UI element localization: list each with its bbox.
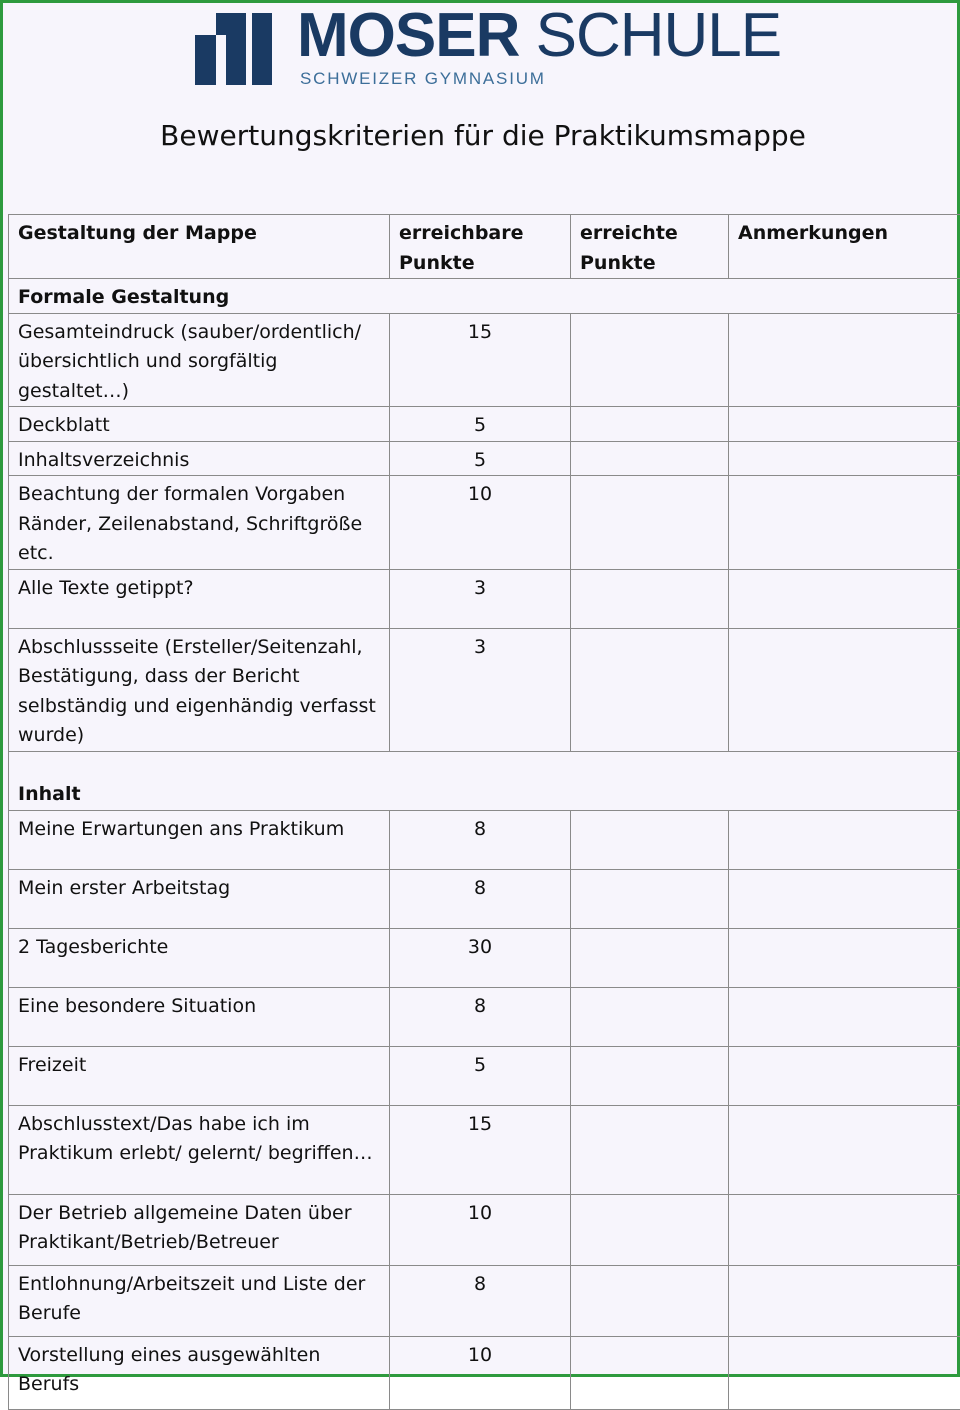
achieved-points-cell[interactable] [571,407,729,442]
max-points-cell: 10 [390,1336,571,1409]
max-points-cell: 15 [390,1105,571,1194]
criterion-cell: 2 Tagesberichte [9,928,390,987]
remarks-cell[interactable] [729,569,960,628]
logo-wordmark: MOSER SCHULE [297,1,781,71]
table-row [9,1336,960,1409]
remarks-cell[interactable] [729,1336,960,1409]
criterion-cell: Freizeit [9,1046,390,1105]
criterion-cell: Meine Erwartungen ans Praktikum [9,810,390,869]
section-title: Formale Gestaltung [9,279,960,314]
header-criterion: Gestaltung der Mappe [9,215,390,279]
max-points-cell: 15 [390,313,571,407]
criterion-cell: Eine besondere Situation [9,987,390,1046]
criteria-table [8,214,960,1410]
achieved-points-cell[interactable] [571,628,729,751]
section-title: Inhalt [9,751,960,810]
criterion-cell: Abschlusstext/Das habe ich im Praktikum erlebt/ gelernt/ begriffen… [9,1105,390,1194]
achieved-points-cell[interactable] [571,441,729,476]
achieved-points-cell[interactable] [571,810,729,869]
table-row [9,987,960,1046]
remarks-cell[interactable] [729,476,960,570]
achieved-points-cell[interactable] [571,476,729,570]
remarks-cell[interactable] [729,441,960,476]
criterion-cell: Alle Texte getippt? [9,569,390,628]
section-row [9,751,960,810]
table-row [9,569,960,628]
criterion-cell: Der Betrieb allgemeine Daten über Praktikant/Betrieb/Betreuer [9,1194,390,1265]
table-row [9,407,960,442]
max-points-cell: 10 [390,1194,571,1265]
table-row [9,869,960,928]
remarks-cell[interactable] [729,1265,960,1336]
criterion-cell: Deckblatt [9,407,390,442]
criterion-cell: Abschlussseite (Ersteller/Seitenzahl, Bestätigung, dass der Bericht selbständig und eigenhändig verfasst wurde) [9,628,390,751]
max-points-cell: 8 [390,810,571,869]
max-points-cell: 30 [390,928,571,987]
table-row [9,1105,960,1194]
table-row [9,1046,960,1105]
max-points-cell: 10 [390,476,571,570]
table-row [9,1265,960,1336]
logo-mark-icon [195,7,275,87]
max-points-cell: 8 [390,1265,571,1336]
page-title: Bewertungskriterien für die Praktikumsmappe [3,119,960,152]
criterion-cell: Inhaltsverzeichnis [9,441,390,476]
section-row [9,279,960,314]
remarks-cell[interactable] [729,928,960,987]
achieved-points-cell[interactable] [571,313,729,407]
remarks-cell[interactable] [729,1194,960,1265]
max-points-cell: 3 [390,569,571,628]
max-points-cell: 5 [390,441,571,476]
max-points-cell: 8 [390,869,571,928]
school-logo [195,7,795,91]
achieved-points-cell[interactable] [571,1046,729,1105]
remarks-cell[interactable] [729,1105,960,1194]
criterion-cell: Gesamteindruck (sauber/ordentlich/übersichtlich und sorgfältig gestaltet…) [9,313,390,407]
criterion-cell: Entlohnung/Arbeitszeit und Liste der Berufe [9,1265,390,1336]
achieved-points-cell[interactable] [571,987,729,1046]
table-row [9,810,960,869]
remarks-cell[interactable] [729,1046,960,1105]
header-max-points: erreichbare Punkte [390,215,571,279]
remarks-cell[interactable] [729,869,960,928]
table-header-row [9,215,960,279]
achieved-points-cell[interactable] [571,1336,729,1409]
header-achieved-points: erreichte Punkte [571,215,729,279]
table-row [9,476,960,570]
table-row [9,928,960,987]
table-row [9,1194,960,1265]
table-row [9,628,960,751]
achieved-points-cell[interactable] [571,869,729,928]
remarks-cell[interactable] [729,810,960,869]
max-points-cell: 5 [390,407,571,442]
max-points-cell: 8 [390,987,571,1046]
remarks-cell[interactable] [729,407,960,442]
achieved-points-cell[interactable] [571,569,729,628]
logo-tagline: SCHWEIZER GYMNASIUM [300,69,546,89]
achieved-points-cell[interactable] [571,1194,729,1265]
remarks-cell[interactable] [729,628,960,751]
criterion-cell: Mein erster Arbeitstag [9,869,390,928]
remarks-cell[interactable] [729,987,960,1046]
max-points-cell: 3 [390,628,571,751]
criterion-cell: Beachtung der formalen Vorgaben Ränder, Zeilenabstand, Schriftgröße etc. [9,476,390,570]
header-remarks: Anmerkungen [729,215,960,279]
achieved-points-cell[interactable] [571,928,729,987]
max-points-cell: 5 [390,1046,571,1105]
table-row [9,313,960,407]
achieved-points-cell[interactable] [571,1105,729,1194]
achieved-points-cell[interactable] [571,1265,729,1336]
table-row [9,441,960,476]
criterion-cell: Vorstellung eines ausgewählten Berufs [9,1336,390,1409]
remarks-cell[interactable] [729,313,960,407]
